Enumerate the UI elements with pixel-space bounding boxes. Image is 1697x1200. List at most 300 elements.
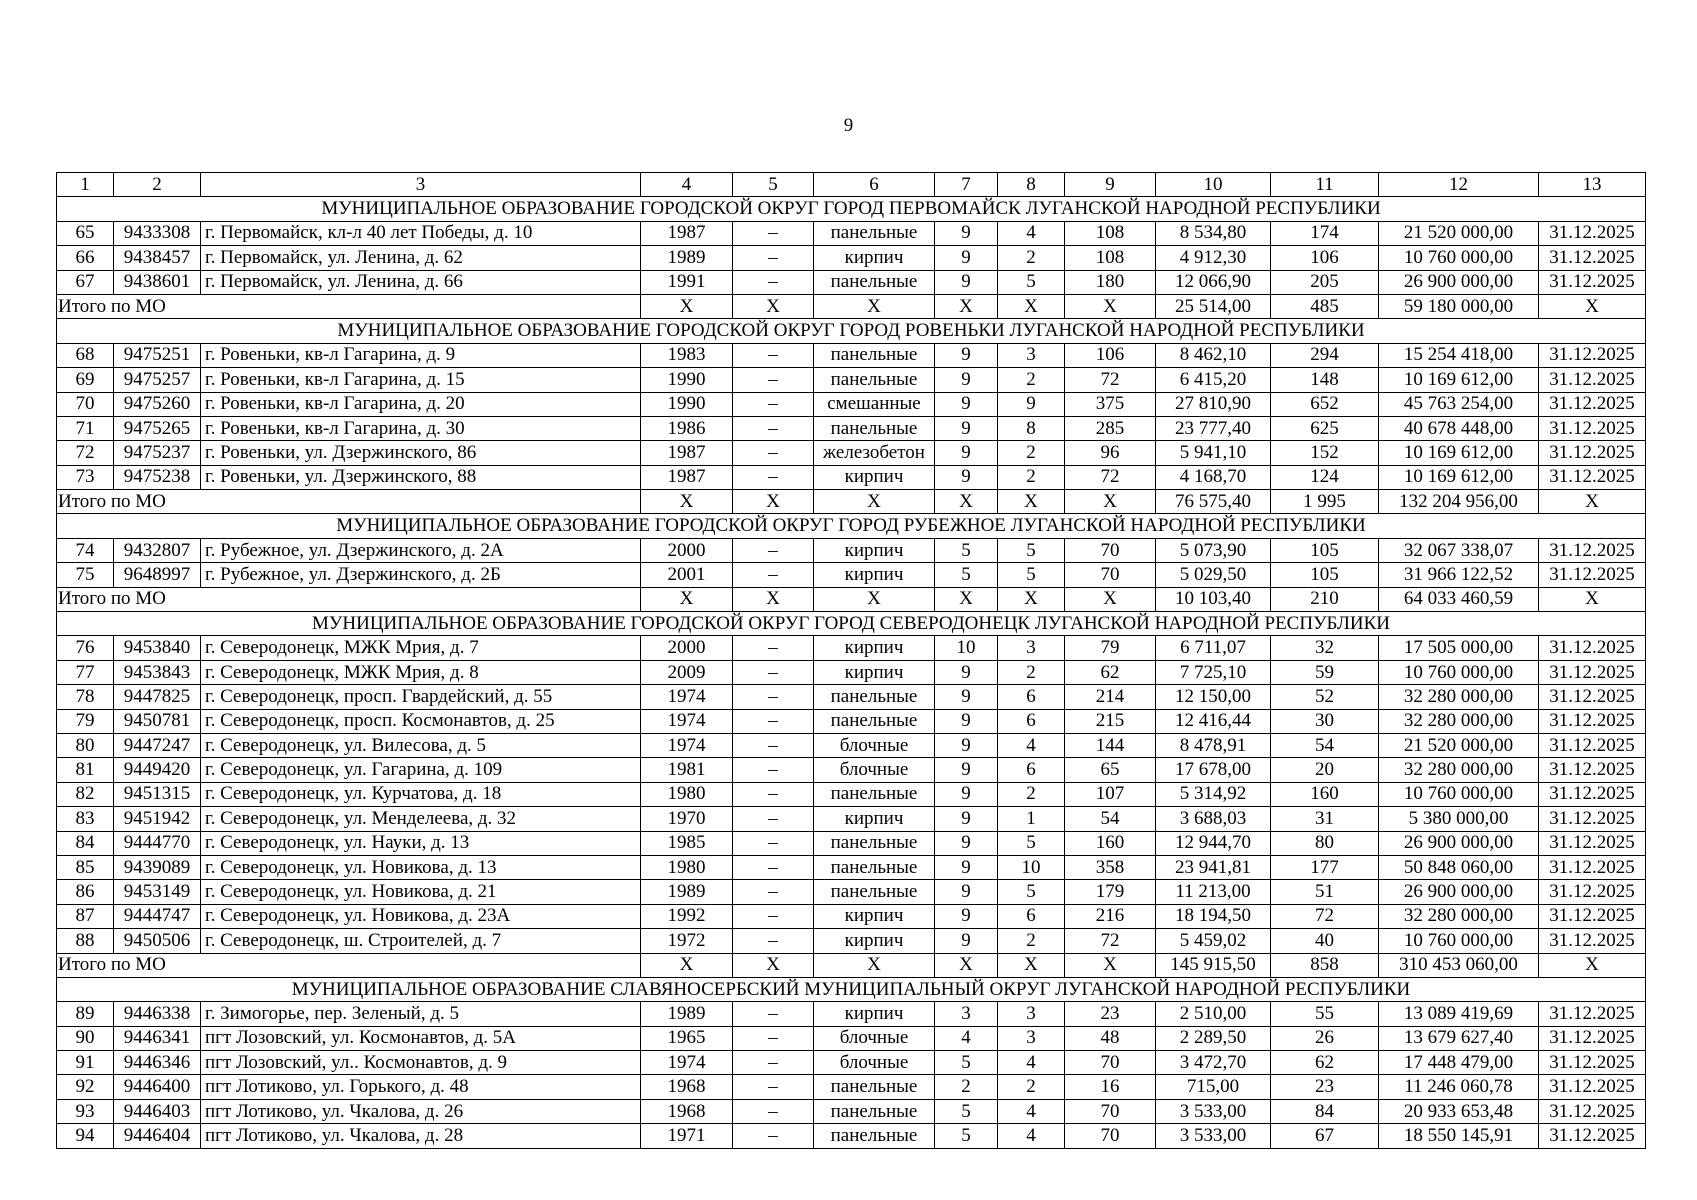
table-cell: – [733, 880, 814, 904]
table-row [57, 709, 1646, 733]
table-cell: 1987 [641, 441, 733, 465]
table-cell: панельные [814, 855, 935, 879]
table-cell: 9475238 [114, 465, 201, 489]
table-cell: 66 [57, 246, 114, 270]
table-cell: 108 [1065, 221, 1156, 245]
table-cell: 1990 [641, 368, 733, 392]
table-cell: 9475251 [114, 343, 201, 367]
table-cell: 1990 [641, 392, 733, 416]
table-cell: 31.12.2025 [1539, 1002, 1646, 1026]
column-number: 4 [641, 173, 733, 197]
table-cell: 294 [1271, 343, 1379, 367]
table-body [57, 173, 1646, 1149]
table-cell: 1974 [641, 1051, 733, 1075]
table-cell: – [733, 270, 814, 294]
total-cell: X [641, 953, 733, 977]
table-cell: г. Рубежное, ул. Дзержинского, д. 2Б [201, 563, 641, 587]
total-cell: X [1065, 294, 1156, 318]
table-cell: блочные [814, 1051, 935, 1075]
table-cell: 9450506 [114, 929, 201, 953]
table-cell: 2 [998, 368, 1065, 392]
table-cell: 9 [935, 441, 998, 465]
table-cell: 1980 [641, 855, 733, 879]
table-cell: 285 [1065, 416, 1156, 440]
table-cell: 31.12.2025 [1539, 392, 1646, 416]
total-cell: X [998, 587, 1065, 611]
total-cell: 76 575,40 [1156, 490, 1271, 514]
total-cell: X [1065, 953, 1156, 977]
page-number: 9 [843, 115, 854, 136]
table-cell: 54 [1271, 733, 1379, 757]
table-cell: – [733, 709, 814, 733]
table-cell: 12 066,90 [1156, 270, 1271, 294]
table-cell: 6 [998, 904, 1065, 928]
table-cell: 71 [57, 416, 114, 440]
table-cell: 9 [935, 709, 998, 733]
total-cell: X [733, 490, 814, 514]
table-cell: 4 [998, 1099, 1065, 1123]
table-cell: 52 [1271, 685, 1379, 709]
table-cell: 67 [57, 270, 114, 294]
table-cell: блочные [814, 733, 935, 757]
table-cell: кирпич [814, 1002, 935, 1026]
table-cell: 1968 [641, 1075, 733, 1099]
total-cell: X [733, 294, 814, 318]
table-cell: смешанные [814, 392, 935, 416]
table-cell: 80 [57, 733, 114, 757]
table-cell: 9 [935, 270, 998, 294]
table-cell: 107 [1065, 782, 1156, 806]
table-cell: 1991 [641, 270, 733, 294]
total-row [57, 587, 1646, 611]
table-cell: кирпич [814, 538, 935, 562]
table-cell: 2 [998, 465, 1065, 489]
table-cell: 31.12.2025 [1539, 880, 1646, 904]
table-cell: пгт Лозовский, ул.. Космонавтов, д. 9 [201, 1051, 641, 1075]
total-cell: X [733, 953, 814, 977]
table-cell: 9 [935, 660, 998, 684]
table-row [57, 807, 1646, 831]
table-cell: 106 [1271, 246, 1379, 270]
table-cell: 9432807 [114, 538, 201, 562]
table-cell: 9 [935, 685, 998, 709]
table-cell: 3 [998, 636, 1065, 660]
column-number: 2 [114, 173, 201, 197]
table-cell: 65 [57, 221, 114, 245]
table-cell: 7 725,10 [1156, 660, 1271, 684]
section-header-row [57, 612, 1646, 636]
table-cell: пгт Лотиково, ул. Горького, д. 48 [201, 1075, 641, 1099]
total-row [57, 953, 1646, 977]
table-cell: г. Северодонецк, ул. Вилесова, д. 5 [201, 733, 641, 757]
table-cell: 26 [1271, 1026, 1379, 1050]
table-cell: 70 [1065, 1124, 1156, 1148]
table-cell: 652 [1271, 392, 1379, 416]
table-cell: 1983 [641, 343, 733, 367]
total-row [57, 490, 1646, 514]
table-cell: – [733, 904, 814, 928]
table-cell: – [733, 733, 814, 757]
table-cell: 2009 [641, 660, 733, 684]
total-cell: 145 915,50 [1156, 953, 1271, 977]
table-row [57, 270, 1646, 294]
table-cell: 40 678 448,00 [1379, 416, 1539, 440]
table-cell: 31.12.2025 [1539, 685, 1646, 709]
table-cell: 31.12.2025 [1539, 709, 1646, 733]
table-cell: 82 [57, 782, 114, 806]
table-cell: 26 900 000,00 [1379, 831, 1539, 855]
table-row [57, 880, 1646, 904]
table-cell: 31.12.2025 [1539, 563, 1646, 587]
table-cell: 9439089 [114, 855, 201, 879]
table-cell: 86 [57, 880, 114, 904]
table-row [57, 1099, 1646, 1123]
section-title: МУНИЦИПАЛЬНОЕ ОБРАЗОВАНИЕ ГОРОДСКОЙ ОКРУГ ГОРОД ПЕРВОМАЙСК ЛУГАНСКОЙ НАРОДНОЙ РЕСПУБЛИКИ [57, 197, 1646, 221]
table-cell: 31.12.2025 [1539, 807, 1646, 831]
table-cell: 4 [935, 1026, 998, 1050]
table-cell: г. Ровеньки, ул. Дзержинского, 88 [201, 465, 641, 489]
table-cell: 31.12.2025 [1539, 221, 1646, 245]
table-cell: 10 [935, 636, 998, 660]
table-cell: пгт Лозовский, ул. Космонавтов, д. 5А [201, 1026, 641, 1050]
table-cell: панельные [814, 831, 935, 855]
table-cell: 6 [998, 758, 1065, 782]
table-cell: 18 194,50 [1156, 904, 1271, 928]
table-cell: – [733, 343, 814, 367]
table-cell: 358 [1065, 855, 1156, 879]
table-cell: 79 [57, 709, 114, 733]
table-cell: 31 [1271, 807, 1379, 831]
total-cell: 485 [1271, 294, 1379, 318]
table-cell: 2000 [641, 538, 733, 562]
table-cell: 10 760 000,00 [1379, 929, 1539, 953]
table-cell: 23 777,40 [1156, 416, 1271, 440]
table-cell: 31.12.2025 [1539, 1026, 1646, 1050]
table-cell: 9 [935, 368, 998, 392]
table-cell: 9 [935, 929, 998, 953]
table-cell: 70 [57, 392, 114, 416]
table-cell: 5 [935, 1124, 998, 1148]
table-cell: панельные [814, 1099, 935, 1123]
table-cell: 9447247 [114, 733, 201, 757]
table-row [57, 343, 1646, 367]
total-cell: 59 180 000,00 [1379, 294, 1539, 318]
table-cell: 2 [998, 441, 1065, 465]
table-cell: 13 089 419,69 [1379, 1002, 1539, 1026]
table-row [57, 1124, 1646, 1148]
total-cell: 210 [1271, 587, 1379, 611]
table-cell: кирпич [814, 807, 935, 831]
table-cell: 3 [935, 1002, 998, 1026]
table-cell: железобетон [814, 441, 935, 465]
column-number: 12 [1379, 173, 1539, 197]
table-cell: блочные [814, 1026, 935, 1050]
total-cell: X [641, 294, 733, 318]
table-cell: г. Ровеньки, кв-л Гагарина, д. 20 [201, 392, 641, 416]
table-cell: г. Северодонецк, МЖК Мрия, д. 8 [201, 660, 641, 684]
table-cell: 174 [1271, 221, 1379, 245]
table-cell: 216 [1065, 904, 1156, 928]
table-cell: 9444770 [114, 831, 201, 855]
table-cell: 9 [935, 733, 998, 757]
table-cell: 9475237 [114, 441, 201, 465]
table-row [57, 758, 1646, 782]
table-cell: 10 169 612,00 [1379, 441, 1539, 465]
table-cell: г. Северодонецк, ул. Новикова, д. 21 [201, 880, 641, 904]
table-cell: 1987 [641, 465, 733, 489]
table-cell: кирпич [814, 929, 935, 953]
table-cell: 50 848 060,00 [1379, 855, 1539, 879]
table-cell: 2 [935, 1075, 998, 1099]
table-cell: 9 [935, 221, 998, 245]
table-cell: 9 [935, 343, 998, 367]
table-cell: – [733, 855, 814, 879]
table-cell: 6 [998, 685, 1065, 709]
table-cell: панельные [814, 880, 935, 904]
table-cell: 177 [1271, 855, 1379, 879]
total-cell: X [935, 587, 998, 611]
table-cell: 27 810,90 [1156, 392, 1271, 416]
table-cell: 8 478,91 [1156, 733, 1271, 757]
table-row [57, 1002, 1646, 1026]
column-number: 8 [998, 173, 1065, 197]
table-cell: 5 380 000,00 [1379, 807, 1539, 831]
total-cell: X [1539, 490, 1646, 514]
table-cell: 31.12.2025 [1539, 1051, 1646, 1075]
table-cell: 20 [1271, 758, 1379, 782]
table-cell: 9446403 [114, 1099, 201, 1123]
table-cell: 23 941,81 [1156, 855, 1271, 879]
table-cell: 8 [998, 416, 1065, 440]
table-cell: 31.12.2025 [1539, 538, 1646, 562]
table-cell: 5 [998, 831, 1065, 855]
table-cell: 93 [57, 1099, 114, 1123]
section-header-row [57, 977, 1646, 1001]
table-cell: 31.12.2025 [1539, 929, 1646, 953]
total-cell: X [641, 587, 733, 611]
table-cell: 9447825 [114, 685, 201, 709]
table-cell: панельные [814, 782, 935, 806]
table-cell: 96 [1065, 441, 1156, 465]
table-cell: 2 [998, 1075, 1065, 1099]
table-cell: 9444747 [114, 904, 201, 928]
table-cell: 1989 [641, 880, 733, 904]
table-cell: – [733, 538, 814, 562]
table-row [57, 441, 1646, 465]
table-cell: 4 [998, 733, 1065, 757]
table-cell: кирпич [814, 246, 935, 270]
table-cell: 10 169 612,00 [1379, 368, 1539, 392]
table-cell: 1972 [641, 929, 733, 953]
column-number: 7 [935, 173, 998, 197]
table-cell: г. Ровеньки, ул. Дзержинского, 86 [201, 441, 641, 465]
table-row [57, 1075, 1646, 1099]
column-number: 13 [1539, 173, 1646, 197]
table-cell: панельные [814, 270, 935, 294]
table-cell: 31.12.2025 [1539, 1075, 1646, 1099]
table-row [57, 782, 1646, 806]
table-cell: 11 213,00 [1156, 880, 1271, 904]
table-cell: 9438601 [114, 270, 201, 294]
table-cell: 69 [57, 368, 114, 392]
table-cell: 78 [57, 685, 114, 709]
table-cell: 31.12.2025 [1539, 416, 1646, 440]
table-cell: 23 [1271, 1075, 1379, 1099]
total-cell: X [998, 294, 1065, 318]
table-cell: 3 533,00 [1156, 1099, 1271, 1123]
table-cell: 9 [935, 465, 998, 489]
table-cell: 5 [998, 563, 1065, 587]
table-cell: 9 [935, 855, 998, 879]
table-cell: 6 [998, 709, 1065, 733]
table-row [57, 246, 1646, 270]
table-cell: – [733, 807, 814, 831]
table-cell: 1965 [641, 1026, 733, 1050]
table-cell: 9446400 [114, 1075, 201, 1099]
table-cell: 32 067 338,07 [1379, 538, 1539, 562]
total-cell: X [935, 490, 998, 514]
table-cell: 9475260 [114, 392, 201, 416]
table-cell: 6 711,07 [1156, 636, 1271, 660]
table-cell: 81 [57, 758, 114, 782]
table-cell: 1974 [641, 685, 733, 709]
table-cell: 90 [57, 1026, 114, 1050]
table-cell: 72 [57, 441, 114, 465]
table-cell: 2 289,50 [1156, 1026, 1271, 1050]
table-cell: 48 [1065, 1026, 1156, 1050]
section-title: МУНИЦИПАЛЬНОЕ ОБРАЗОВАНИЕ ГОРОДСКОЙ ОКРУГ ГОРОД РОВЕНЬКИ ЛУГАНСКОЙ НАРОДНОЙ РЕСПУБЛИКИ [57, 319, 1646, 343]
table-cell: г. Северодонецк, ул. Гагарина, д. 109 [201, 758, 641, 782]
table-cell: 59 [1271, 660, 1379, 684]
table-row [57, 392, 1646, 416]
table-cell: 1989 [641, 1002, 733, 1026]
table-cell: 4 912,30 [1156, 246, 1271, 270]
table-cell: 9 [935, 807, 998, 831]
total-label: Итого по МО [57, 587, 641, 611]
table-cell: – [733, 685, 814, 709]
table-cell: 180 [1065, 270, 1156, 294]
table-cell: 10 169 612,00 [1379, 465, 1539, 489]
table-cell: 17 505 000,00 [1379, 636, 1539, 660]
table-cell: 26 900 000,00 [1379, 270, 1539, 294]
table-cell: – [733, 392, 814, 416]
table-cell: кирпич [814, 465, 935, 489]
table-cell: – [733, 660, 814, 684]
table-cell: г. Рубежное, ул. Дзержинского, д. 2А [201, 538, 641, 562]
table-cell: 3 [998, 1002, 1065, 1026]
total-cell: X [998, 953, 1065, 977]
table-cell: 2001 [641, 563, 733, 587]
table-cell: 1980 [641, 782, 733, 806]
table-cell: 17 448 479,00 [1379, 1051, 1539, 1075]
total-cell: 132 204 956,00 [1379, 490, 1539, 514]
total-label: Итого по МО [57, 490, 641, 514]
table-cell: 4 168,70 [1156, 465, 1271, 489]
table-cell: пгт Лотиково, ул. Чкалова, д. 26 [201, 1099, 641, 1123]
table-cell: 31.12.2025 [1539, 465, 1646, 489]
table-cell: панельные [814, 1075, 935, 1099]
table-cell: г. Первомайск, ул. Ленина, д. 66 [201, 270, 641, 294]
table-cell: 9446346 [114, 1051, 201, 1075]
table-cell: 72 [1065, 368, 1156, 392]
table-cell: 11 246 060,78 [1379, 1075, 1539, 1099]
table-cell: 84 [1271, 1099, 1379, 1123]
table-cell: 6 415,20 [1156, 368, 1271, 392]
table-cell: 70 [1065, 538, 1156, 562]
table-cell: 2 510,00 [1156, 1002, 1271, 1026]
table-cell: – [733, 1075, 814, 1099]
table-cell: 68 [57, 343, 114, 367]
table-cell: 31.12.2025 [1539, 1124, 1646, 1148]
total-cell: 1 995 [1271, 490, 1379, 514]
table-cell: 88 [57, 929, 114, 953]
table-cell: 21 520 000,00 [1379, 221, 1539, 245]
table-cell: – [733, 1051, 814, 1075]
table-cell: – [733, 636, 814, 660]
table-cell: 85 [57, 855, 114, 879]
table-cell: 4 [998, 221, 1065, 245]
table-cell: 1985 [641, 831, 733, 855]
table-cell: г. Ровеньки, кв-л Гагарина, д. 9 [201, 343, 641, 367]
housing-register-table [56, 172, 1646, 1149]
table-cell: 70 [1065, 1099, 1156, 1123]
table-cell: 9451315 [114, 782, 201, 806]
table-cell: 75 [57, 563, 114, 587]
table-cell: 9450781 [114, 709, 201, 733]
table-cell: 105 [1271, 563, 1379, 587]
table-cell: панельные [814, 343, 935, 367]
table-cell: 9 [935, 416, 998, 440]
table-cell: г. Первомайск, кл-л 40 лет Победы, д. 10 [201, 221, 641, 245]
table-cell: 1974 [641, 709, 733, 733]
table-cell: 8 534,80 [1156, 221, 1271, 245]
section-title: МУНИЦИПАЛЬНОЕ ОБРАЗОВАНИЕ ГОРОДСКОЙ ОКРУГ ГОРОД СЕВЕРОДОНЕЦК ЛУГАНСКОЙ НАРОДНОЙ РЕСПУБЛИКИ [57, 612, 1646, 636]
table-cell: 5 [935, 1099, 998, 1123]
table-cell: – [733, 1099, 814, 1123]
table-cell: 3 472,70 [1156, 1051, 1271, 1075]
table-cell: 20 933 653,48 [1379, 1099, 1539, 1123]
table-cell: 13 679 627,40 [1379, 1026, 1539, 1050]
table-cell: 12 150,00 [1156, 685, 1271, 709]
table-cell: 31.12.2025 [1539, 343, 1646, 367]
table-cell: 18 550 145,91 [1379, 1124, 1539, 1148]
table-cell: 31.12.2025 [1539, 1099, 1646, 1123]
table-cell: 31.12.2025 [1539, 246, 1646, 270]
table-cell: г. Северодонецк, ул. Новикова, д. 23А [201, 904, 641, 928]
table-cell: 4 [998, 1124, 1065, 1148]
table-cell: 1981 [641, 758, 733, 782]
table-cell: 1 [998, 807, 1065, 831]
table-cell: панельные [814, 709, 935, 733]
table-cell: 26 900 000,00 [1379, 880, 1539, 904]
table-cell: 9 [998, 392, 1065, 416]
table-cell: г. Ровеньки, кв-л Гагарина, д. 30 [201, 416, 641, 440]
table-cell: 9446341 [114, 1026, 201, 1050]
table-row [57, 465, 1646, 489]
table-cell: 5 459,02 [1156, 929, 1271, 953]
table-cell: 12 416,44 [1156, 709, 1271, 733]
table-cell: 10 760 000,00 [1379, 660, 1539, 684]
table-cell: 31 966 122,52 [1379, 563, 1539, 587]
table-cell: 9 [935, 831, 998, 855]
table-cell: 3 [998, 1026, 1065, 1050]
table-cell: 1986 [641, 416, 733, 440]
table-cell: 31.12.2025 [1539, 441, 1646, 465]
table-cell: 5 [935, 1051, 998, 1075]
table-row [57, 563, 1646, 587]
table-cell: 9453840 [114, 636, 201, 660]
column-number: 5 [733, 173, 814, 197]
